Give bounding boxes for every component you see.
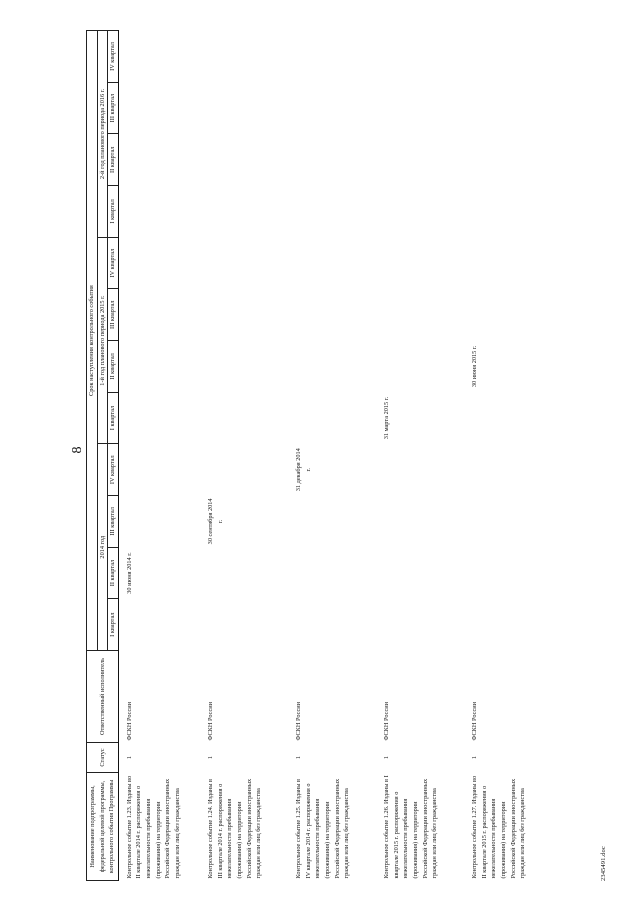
event-name: Контрольное событие 1.25. Изданы в IV квартале 2014 г. распоряжения о нежелательности пребывания (проживания) на территории Российской Федерации иностранных граждан или лиц без гражданства <box>295 778 351 879</box>
header-2016-q4: IV квартал <box>108 31 119 83</box>
header-2014-q3: III квартал <box>108 496 119 548</box>
header-2015-q3: III квартал <box>108 289 119 341</box>
event-executor: ФСКН России <box>383 702 391 741</box>
event-name: Контрольное событие 1.27. Изданы во II квартале 2015 г. распоряжения о нежелательности пребывания (проживания) на территории Российской Федерации иностранных граждан или лиц без гражданства <box>471 775 527 879</box>
event-executor: ФСКН России <box>471 702 479 741</box>
header-period-2014: 2014 год <box>97 444 108 651</box>
header-2016-q1: I квартал <box>108 186 119 238</box>
table-row <box>382 31 470 881</box>
event-status: 1 <box>383 755 391 760</box>
event-name: Контрольное событие 1.26. Изданы в I квартале 2015 г. распоряжения о нежелательности пребывания (проживания) на территории Российской Федерации иностранных граждан или лиц без гражданства <box>383 775 439 879</box>
page-number: 8 <box>70 446 85 454</box>
event-deadline: 31 декабря 2014 г. <box>295 448 312 492</box>
event-deadline: 30 сентября 2014 г. <box>207 498 224 545</box>
event-deadline: 30 июня 2015 г. <box>471 345 479 388</box>
event-deadline: 30 июня 2014 г. <box>125 552 133 594</box>
header-2015-q4: IV квартал <box>108 237 119 289</box>
header-period-2016: 2-й год планового периода 2016 г. <box>97 31 108 238</box>
table-row <box>294 31 382 881</box>
header-2016-q3: III квартал <box>108 82 119 134</box>
header-2014-q4: IV квартал <box>108 444 119 496</box>
document-file-id: 2345491.doc <box>600 846 607 881</box>
event-executor: ФСКН России <box>295 702 303 741</box>
header-deadline-group: Срок наступления контрольного события <box>87 31 98 651</box>
event-status: 1 <box>471 755 479 760</box>
event-executor: ФСКН России <box>207 702 215 741</box>
header-2016-q2: II квартал <box>108 134 119 186</box>
table-row <box>470 31 558 881</box>
event-name: Контрольное событие 1.24. Изданы в III квартале 2014 г. распоряжения о нежелательности пребывания (проживания) на территории Российской Федерации иностранных граждан или лиц без гражданства <box>207 778 263 879</box>
header-executor: Ответственный исполнитель <box>87 651 119 743</box>
event-executor: ФСКН России <box>125 702 133 741</box>
header-2015-q1: I квартал <box>108 392 119 444</box>
control-events-table <box>86 30 558 881</box>
header-2014-q1: I квартал <box>108 599 119 651</box>
event-name: Контрольное событие 1.23. Изданы во II квартале 2014 г. распоряжения о нежелательности пребывания (проживания) на территории Российской Федерации иностранных граждан или лиц без гражданства <box>125 775 181 879</box>
header-status: Статус <box>87 743 119 773</box>
header-2014-q2: II квартал <box>108 547 119 599</box>
header-period-2015: 1-й год планового периода 2015 г. <box>97 237 108 444</box>
event-status: 1 <box>207 755 215 760</box>
table-row <box>206 31 294 881</box>
event-status: 1 <box>125 755 133 760</box>
event-status: 1 <box>295 755 303 760</box>
header-2015-q2: II квартал <box>108 341 119 393</box>
event-deadline: 31 марта 2015 г. <box>383 396 391 440</box>
table-row <box>118 31 206 881</box>
header-name: Наименование подпрограммы, федеральной целевой программы, контрольного события Программы <box>87 773 119 881</box>
